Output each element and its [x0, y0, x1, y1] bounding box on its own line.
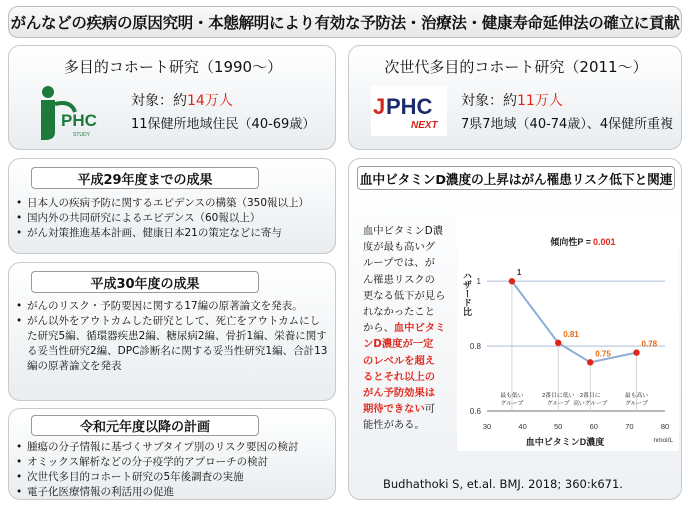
section-h29	[8, 158, 336, 254]
list-item: • 次世代多目的コホート研究の5年後調査の実施	[13, 470, 333, 485]
list-item: • 日本人の疾病予防に関するエビデンスの構築（350報以上）	[13, 196, 333, 211]
cohort-title: 多目的コホート研究（1990〜）	[63, 58, 283, 76]
y-tick-label: 1	[476, 277, 481, 287]
finding-text: 血中ビタミンD濃 度が最も高いグ ループでは、が ん罹患リスクの 更なる低下が見ら れなかったこと から、血中ビタミ ンD濃度が一定 のレベルを超え るとそれ以上の がん予防効果は 期待できない可 能性がある。	[363, 225, 446, 432]
group-label: グループ	[546, 401, 570, 407]
cohort-area: 11保健所地域住民（40-69歳）	[131, 117, 316, 132]
data-label: 0.75	[595, 349, 611, 359]
x-tick-label: 40	[518, 422, 527, 431]
y-axis-label: ハザード比	[462, 271, 472, 316]
x-axis-unit: nmol/L	[653, 437, 673, 444]
x-tick-label: 80	[660, 422, 670, 431]
section-r1	[8, 408, 336, 500]
svg-text:NEXT: NEXT	[411, 120, 438, 131]
list-item: • 腫瘍の分子情報に基づくサブタイプ別のリスク要因の検討	[13, 440, 333, 455]
cohort-title: 次世代多目的コホート研究（2011〜）	[384, 58, 648, 76]
x-tick-label: 70	[625, 422, 634, 431]
group-label: 2番目に低い	[542, 393, 575, 399]
list-item: • がん対策推進基本計画、健康日本21の策定などに寄与	[13, 226, 333, 241]
cohort-area: 7県7地域（40-74歳）、4保健所重複	[461, 117, 674, 132]
x-tick-label: 60	[589, 422, 598, 431]
hazard-ratio-chart	[457, 215, 679, 451]
x-axis-label: 血中ビタミンD濃度	[525, 437, 605, 447]
svg-text:PHC: PHC	[386, 94, 433, 119]
y-tick-label: 0.6	[469, 407, 481, 416]
hazard-ratio-chart-svg	[457, 215, 679, 451]
section-list	[13, 440, 333, 500]
section-list	[13, 196, 333, 241]
svg-text:PHC: PHC	[61, 111, 97, 130]
jphc-next-logo	[371, 86, 447, 136]
data-label: 0.81	[563, 329, 579, 339]
section-title: 平成30年度の成果	[31, 271, 259, 293]
y-tick-label: 0.8	[469, 342, 481, 352]
banner-title: がんなどの疾病の原因究明・本態解明により有効な予防法・治療法・健康寿命延伸法の確立に貢献	[10, 14, 680, 32]
svg-text:J: J	[373, 94, 386, 119]
group-label: 最も高い	[624, 393, 649, 399]
data-point	[587, 359, 593, 365]
group-label: グループ	[625, 401, 648, 407]
group-label: グループ	[500, 401, 524, 407]
data-point	[555, 340, 561, 346]
svg-text:STUDY: STUDY	[73, 132, 90, 138]
x-tick-label: 50	[554, 422, 563, 431]
section-title: 平成29年度までの成果	[31, 167, 259, 189]
data-label: 0.78	[641, 339, 658, 349]
group-label: 最も低い	[500, 393, 524, 399]
list-item: • 国内外の共同研究によるエビデンス（60報以上）	[13, 211, 333, 226]
trend-p-label: 傾向性P =	[550, 237, 591, 247]
list-item: • がん以外をアウトカムした研究として、死亡をアウトカムにした研究5編、循環器疾患2編、糖尿病2編、骨折1編、栄養に関する妥当性研究2編、DPC診断名に関する妥当性研究1編、合計13編の原著論文を発表	[13, 314, 329, 374]
cohort-subjects: 対象：約14万人	[131, 93, 233, 109]
cohort-card-jphc	[8, 45, 336, 150]
trend-p-value: 0.001	[593, 237, 616, 247]
list-item: • がんのリスク・予防要因に関する17編の原著論文を発表。	[13, 299, 329, 314]
finding-panel	[348, 158, 682, 500]
list-item: • 電子化医療情報の利活用の促進	[13, 485, 333, 500]
group-label: 2番目に	[579, 393, 601, 399]
citation: Budhathoki S, et.al. BMJ. 2018; 360:k671.	[383, 477, 623, 491]
cohort-subjects: 対象：約11万人	[461, 93, 563, 109]
x-tick-label: 30	[482, 422, 492, 431]
list-item: • オミックス解析などの分子疫学的アプローチの検討	[13, 455, 333, 470]
data-point	[509, 278, 515, 284]
jphc-study-logo	[31, 82, 103, 144]
data-label: 1	[516, 268, 522, 278]
section-h30	[8, 262, 336, 401]
finding-title: 血中ビタミンD濃度の上昇はがん罹患リスク低下と関連	[357, 166, 675, 190]
section-title: 令和元年度以降の計画	[31, 415, 259, 436]
cohort-card-jphc-next	[348, 45, 682, 150]
data-point	[633, 349, 639, 355]
section-list	[13, 299, 329, 374]
banner	[8, 6, 682, 38]
group-label: 高いグループ	[573, 401, 608, 407]
